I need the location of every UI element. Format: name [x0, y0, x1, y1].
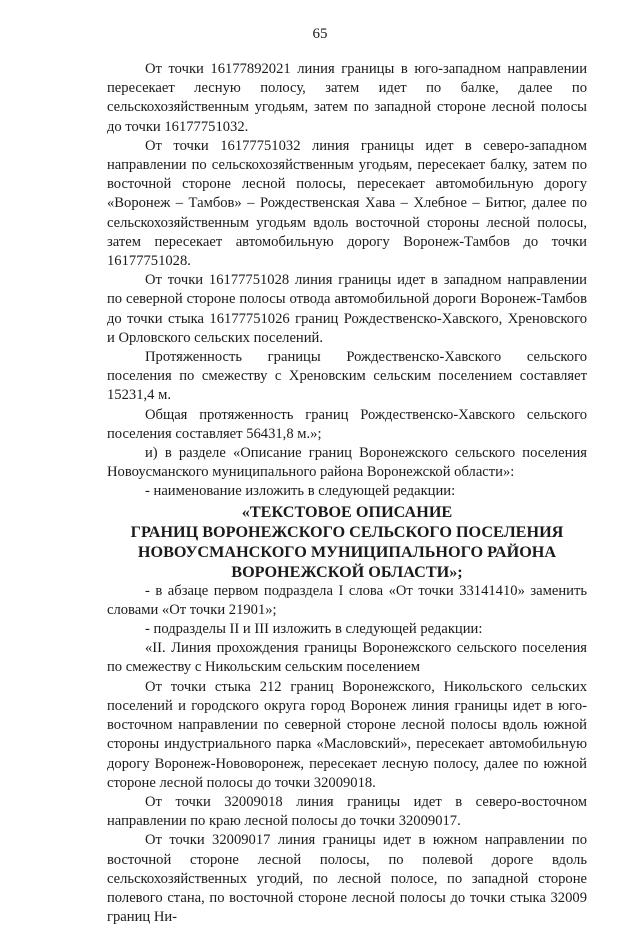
paragraph-point-212: От точки стыка 212 границ Воронежского, Никольского сельских поселений и городского округа город Воронеж линия границы идет в юго-восточном направлении по северной стороне лесной полосы вдоль южной стороны индустриального парка «Масловский», пересекает автомобильную дорогу Воронеж-Нововоронеж, пересекает лесную полосу, далее по южной стороне лесной полосы до точки 32009018. — [107, 678, 587, 791]
heading-line-4: ВОРОНЕЖСКОЙ ОБЛАСТИ»; — [231, 562, 463, 581]
paragraph-section-i: и) в разделе «Описание границ Воронежского сельского поселения Новоусманского муниципального района Воронежской области»: — [107, 445, 587, 481]
paragraph-replace-words: - в абзаце первом подраздела I слова «От точки 33141410» заменить словами «От точки 21901»; — [107, 582, 587, 618]
paragraph-point-32009017: От точки 32009017 линия границы идет в южном направлении по восточной стороне лесной полосы, по полевой дороге вдоль сельскохозяйственных угодий, по лесной полосе, по западной стороне полевого стана, по восточной стороне лесной полосы до точки стыка 32009 границ Ни- — [107, 832, 587, 926]
document-body — [107, 60, 587, 927]
heading-line-2: ГРАНИЦ ВОРОНЕЖСКОГО СЕЛЬСКОГО ПОСЕЛЕНИЯ — [130, 522, 564, 541]
paragraph-boundary-segment-3: От точки 16177751028 линия границы идет в западном направлении по северной стороне полосы отвода автомобильной дороги Воронеж-Тамбов до точки стыка 16177751026 границ Рождественско-Хавского, Хреновского и Орловского сельских поселений. — [107, 272, 587, 346]
paragraph-subsection-ii-title: «II. Линия прохождения границы Воронежского сельского поселения по смежеству с Никольским сельским поселением — [107, 640, 587, 676]
paragraph-boundary-segment-1: От точки 16177892021 линия границы в юго-западном направлении пересекает лесную полосу, затем идет по балке, далее по сельскохозяйственным угодьям, затем по западной стороне лесной полосы до точки 16177751032. — [107, 61, 587, 135]
paragraph-total-length: Общая протяженность границ Рождественско-Хавского сельского поселения составляет 56431,8 м.»; — [107, 406, 587, 442]
page-number: 65 — [312, 26, 328, 42]
paragraph-subsections-instruction: - подразделы II и III изложить в следующей редакции: — [145, 621, 483, 638]
section-heading — [107, 502, 587, 582]
heading-line-3: НОВОУСМАНСКОГО МУНИЦИПАЛЬНОГО РАЙОНА — [137, 542, 557, 561]
paragraph-point-32009018: От точки 32009018 линия границы идет в северо-восточном направлении по краю лесной полосы до точки 32009017. — [107, 793, 587, 830]
paragraph-boundary-segment-2: От точки 16177751032 линия границы идет в северо-западном направлении по сельскохозяйственным угодьям, пересекает балку, затем по восточной стороне лесной полосы, пересекает автомобильную дорогу «Воронеж – Тамбов» – Рождественская Хава – Хлебное – Битюг, далее по сельскохозяйственным угодьям вдоль восточной стороны лесной полосы, затем пересекает автомобильную дорогу Воронеж-Тамбов до точки 16177751028. — [107, 137, 587, 270]
paragraph-boundary-length: Протяженность границы Рождественско-Хавского сельского поселения по смежеству с Хреновским сельским поселением составляет 15231,4 м. — [107, 349, 587, 404]
heading-line-1: «ТЕКСТОВОЕ ОПИСАНИЕ — [241, 502, 453, 521]
paragraph-title-instruction: - наименование изложить в следующей редакции: — [145, 483, 456, 500]
